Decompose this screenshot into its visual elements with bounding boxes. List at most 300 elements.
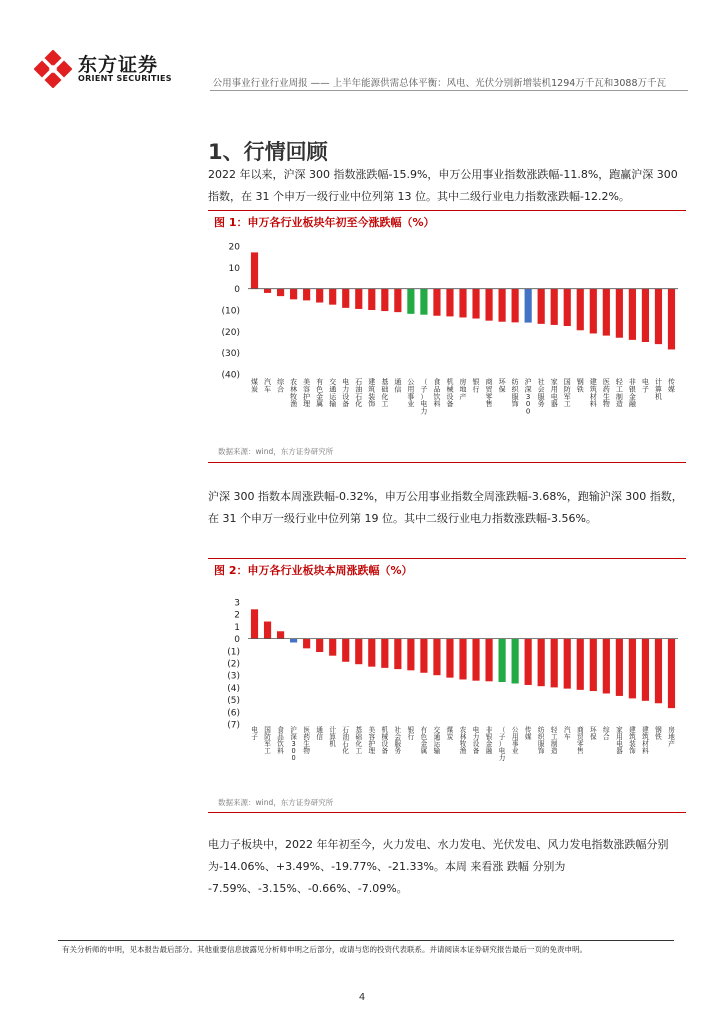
x-tick-char: 0 [525, 400, 531, 409]
x-tick-label [420, 378, 427, 416]
x-tick-char: 合 [277, 385, 285, 394]
x-tick-char: 商 [576, 726, 584, 734]
x-tick-char: 传 [667, 378, 675, 386]
bar [264, 289, 271, 293]
x-tick-char: 事 [511, 740, 519, 748]
x-tick-char: 石 [342, 726, 350, 734]
bar [642, 639, 649, 701]
x-tick-label [473, 725, 480, 755]
x-tick-char: 务 [537, 400, 545, 409]
bar [316, 289, 323, 303]
x-tick-char: 石 [355, 392, 363, 401]
bar [629, 289, 636, 340]
x-tick-label [590, 377, 597, 408]
y-tick-label: 20 [228, 242, 240, 253]
bar [603, 639, 610, 694]
x-tick-char: 地 [668, 733, 675, 741]
x-tick-char: 织 [537, 733, 545, 741]
x-tick-char: 非 [485, 726, 493, 734]
bar [342, 639, 349, 662]
bar [551, 639, 558, 688]
x-tick-char: 料 [642, 747, 649, 755]
x-tick-label [577, 377, 584, 393]
bar [290, 639, 297, 643]
x-tick-char: （ [498, 726, 506, 734]
x-tick-char: 化 [355, 740, 363, 748]
x-tick-char: 林 [459, 733, 467, 741]
bar [290, 289, 297, 300]
x-tick-char: 金 [420, 740, 428, 748]
bar [525, 639, 532, 685]
bar [538, 639, 545, 687]
x-tick-char: 通 [394, 378, 402, 386]
brand-name-cn: 东方证券 [78, 54, 159, 76]
x-tick-label [264, 725, 271, 755]
x-tick-label [329, 377, 337, 408]
x-tick-char: 合 [603, 733, 610, 741]
x-tick-char: 料 [589, 400, 597, 409]
x-tick-char: 铁 [655, 733, 662, 741]
x-tick-char: 电 [498, 747, 506, 755]
x-tick-char: 设 [381, 740, 389, 748]
y-tick-label: (3) [227, 671, 240, 682]
x-tick-char: 售 [576, 747, 584, 755]
x-tick-char: 器 [616, 747, 623, 755]
x-tick-char: 行 [407, 733, 415, 741]
x-tick-char: 3 [525, 392, 531, 401]
x-tick-char: 车 [264, 385, 272, 394]
x-tick-char: 化 [342, 747, 350, 755]
x-tick-char: 行 [472, 385, 480, 394]
x-tick-label [382, 725, 389, 755]
x-tick-char: 械 [381, 733, 389, 741]
x-tick-char: 力 [342, 385, 350, 394]
x-tick-char: 础 [381, 385, 389, 394]
bar [394, 289, 401, 312]
x-tick-char: 炭 [446, 733, 454, 741]
bar [590, 289, 597, 334]
x-tick-label [460, 725, 467, 755]
x-tick-char: 国 [264, 726, 271, 734]
x-tick-char: 牧 [290, 392, 298, 401]
x-tick-char: 美 [368, 726, 376, 734]
figure2-top-rule [208, 558, 686, 559]
x-tick-label [525, 725, 532, 741]
bar [264, 622, 271, 639]
x-tick-char: 环 [590, 726, 597, 734]
x-tick-char: 服 [394, 740, 402, 748]
x-tick-char: 食 [433, 378, 441, 386]
x-tick-char: 轻 [615, 378, 623, 386]
x-tick-label [355, 725, 362, 755]
x-tick-char: 美 [303, 378, 311, 386]
x-tick-label [421, 725, 428, 755]
bar [251, 609, 258, 638]
x-tick-char: 筑 [642, 733, 649, 741]
x-tick-char: 0 [291, 754, 296, 762]
x-tick-char: 家 [616, 726, 623, 734]
bar [368, 639, 375, 667]
x-tick-label [342, 726, 349, 755]
x-tick-char: 用 [511, 733, 519, 741]
figure1-bottom-rule [208, 462, 686, 463]
x-tick-char: 机 [381, 726, 389, 734]
x-tick-label [368, 725, 375, 755]
x-tick-char: 金 [628, 392, 636, 401]
bar [329, 639, 336, 656]
x-tick-label [277, 725, 284, 755]
x-tick-char: 会 [537, 385, 545, 394]
x-tick-char: 煤 [446, 726, 454, 734]
x-tick-char: ） [498, 740, 506, 748]
x-tick-char: 料 [433, 400, 441, 409]
x-tick-char: 物 [303, 747, 310, 755]
x-tick-char: 设 [472, 740, 480, 748]
x-tick-char: 煤 [251, 378, 259, 386]
bar [355, 639, 362, 665]
x-tick-char: 融 [628, 400, 636, 409]
y-tick-label: 0 [234, 635, 240, 646]
section-title: 1、行情回顾 [208, 140, 328, 164]
x-tick-char: 制 [615, 392, 623, 401]
bar [616, 289, 623, 338]
bar [499, 289, 506, 322]
x-tick-char: 基 [381, 378, 389, 386]
x-tick-label [642, 377, 649, 393]
x-tick-char: 林 [290, 385, 298, 394]
x-tick-char: 生 [303, 740, 310, 748]
x-tick-char: 汽 [563, 726, 571, 734]
x-tick-label [342, 377, 349, 408]
x-tick-char: 贸 [485, 385, 493, 394]
x-tick-char: 物 [602, 400, 610, 409]
x-tick-char: 力 [498, 754, 506, 762]
x-tick-char: 交 [433, 726, 441, 734]
bar [472, 639, 479, 681]
x-tick-char: 生 [602, 392, 610, 401]
figure2-bottom-rule [208, 812, 686, 813]
bar [446, 289, 453, 317]
x-tick-char: 纺 [511, 378, 519, 386]
x-tick-label [499, 726, 506, 762]
x-tick-char: 通 [329, 385, 337, 394]
bar [420, 289, 427, 315]
x-tick-char: 军 [563, 392, 571, 401]
x-tick-char: 防 [563, 385, 571, 394]
footer-disclaimer: 有关分析师的申明，见本报告最后部分。其他重要信息披露见分析师申明之后部分，或请与您的投资代表联系。并请阅读本证券研究报告最后一页的免责申明。 [62, 945, 587, 954]
bar [642, 289, 649, 342]
bar [446, 639, 453, 678]
x-tick-char: 通 [316, 726, 323, 734]
x-tick-label [551, 725, 558, 755]
x-tick-char: 工 [264, 747, 271, 755]
y-tick-label: 10 [228, 263, 240, 274]
x-tick-label [642, 725, 649, 755]
x-tick-label [290, 725, 297, 762]
x-tick-char: 服 [537, 392, 545, 401]
bar [459, 289, 466, 318]
x-tick-char: 房 [459, 378, 467, 386]
x-tick-char: 计 [654, 378, 662, 386]
x-tick-char: 机 [654, 392, 662, 401]
y-tick-label: (2) [227, 659, 240, 670]
x-tick-label [394, 377, 401, 393]
x-tick-char: 电 [472, 726, 480, 734]
brand-name-en: ORIENT SECURITIES [78, 74, 172, 83]
x-tick-label [329, 725, 336, 748]
x-tick-char: 公 [511, 726, 519, 734]
x-tick-char: 服 [511, 392, 519, 401]
x-tick-label [446, 377, 453, 408]
x-tick-char: 用 [407, 385, 415, 394]
x-tick-char: 造 [550, 747, 558, 755]
x-tick-char: ） [420, 392, 428, 401]
x-tick-char: 医 [602, 378, 610, 386]
x-tick-char: 交 [329, 378, 337, 386]
x-tick-char: 运 [433, 740, 441, 748]
x-tick-char: 服 [537, 740, 545, 748]
figure2-title: 图 2：申万各行业板块本周涨跌幅（%） [214, 564, 413, 577]
x-tick-char: 纺 [537, 726, 545, 734]
x-tick-label [290, 377, 297, 408]
x-tick-char: 备 [342, 400, 350, 409]
bar [407, 289, 414, 314]
page-number: 4 [358, 992, 366, 1003]
x-tick-label [486, 377, 494, 408]
x-tick-char: 品 [433, 385, 441, 394]
report-title: 公用事业行业行业周报 —— 上半年能源供需总体平衡：风电、光伏分别新增装机1294万千瓦和3088万千瓦 [212, 78, 666, 89]
x-tick-char: 3 [291, 740, 296, 748]
x-tick-char: 筑 [589, 385, 597, 394]
x-tick-char: 铁 [576, 385, 584, 394]
x-tick-char: 运 [329, 392, 337, 401]
x-tick-label [368, 377, 375, 408]
x-tick-char: 子 [251, 733, 258, 741]
x-tick-char: 理 [303, 400, 311, 409]
orient-securities-logo [34, 50, 72, 88]
x-tick-char: 事 [407, 392, 415, 401]
x-tick-char: 护 [368, 740, 376, 748]
x-tick-label [603, 378, 610, 408]
x-tick-char: 机 [329, 740, 336, 748]
x-tick-char: 保 [498, 385, 506, 394]
bar [251, 252, 258, 288]
x-tick-char: 社 [537, 378, 545, 386]
x-tick-char: 金 [485, 740, 493, 748]
bar [577, 639, 584, 690]
x-tick-char: 容 [368, 733, 376, 741]
x-tick-char: 轻 [550, 726, 558, 734]
x-tick-label [525, 377, 532, 416]
y-tick-label: (4) [227, 683, 240, 694]
x-tick-char: 银 [485, 733, 493, 741]
bar [655, 289, 662, 344]
x-tick-label [303, 726, 310, 755]
x-tick-char: 沪 [524, 378, 532, 386]
x-tick-label [407, 378, 414, 408]
x-tick-char: 输 [433, 747, 441, 755]
x-tick-char: 沪 [290, 726, 297, 734]
x-tick-char: 有 [316, 378, 324, 386]
x-tick-char: （ [420, 378, 428, 386]
x-tick-char: 属 [420, 747, 428, 755]
bar [485, 639, 492, 682]
x-tick-char: 0 [525, 407, 531, 416]
x-tick-char: 务 [394, 747, 402, 755]
x-tick-label [395, 725, 402, 755]
bar [381, 639, 388, 668]
x-tick-char: 装 [629, 740, 636, 748]
x-tick-label [251, 725, 258, 741]
y-tick-label: (5) [227, 696, 240, 707]
x-tick-char: 汽 [264, 378, 272, 386]
x-tick-char: 信 [394, 385, 402, 394]
x-tick-label [447, 725, 454, 741]
x-tick-char: 家 [550, 378, 558, 386]
x-tick-label [316, 725, 323, 741]
x-tick-label [486, 725, 493, 755]
x-tick-char: 零 [576, 740, 584, 748]
x-tick-char: 深 [290, 733, 297, 741]
x-tick-char: 渔 [290, 400, 298, 409]
x-tick-char: 信 [316, 733, 323, 741]
x-tick-char: 综 [603, 726, 610, 734]
x-tick-char: 工 [563, 400, 571, 409]
x-tick-char: 材 [589, 392, 597, 401]
bar [407, 639, 414, 671]
x-tick-char: 料 [277, 747, 284, 755]
x-tick-label [512, 726, 519, 755]
y-tick-label: (30) [221, 349, 240, 360]
x-tick-char: 有 [420, 726, 428, 734]
x-tick-char: 饮 [433, 392, 441, 401]
x-tick-char: 材 [642, 740, 649, 748]
x-tick-label [434, 725, 441, 755]
x-tick-char: 牧 [459, 740, 467, 748]
x-tick-char: 用 [616, 733, 623, 741]
bar [655, 639, 662, 704]
x-tick-label [564, 725, 571, 741]
x-tick-char: 建 [642, 726, 649, 734]
x-tick-char: 油 [342, 733, 350, 741]
bar [564, 289, 571, 326]
y-tick-label: (1) [227, 647, 240, 658]
y-tick-label: 1 [234, 622, 240, 633]
x-tick-char: 军 [264, 740, 271, 748]
x-tick-char: 器 [550, 400, 558, 409]
x-tick-char: 农 [290, 378, 298, 386]
x-tick-char: 电 [616, 740, 623, 748]
x-tick-char: 传 [524, 726, 532, 734]
paragraph-ytd: 2022 年以来，沪深 300 指数涨跌幅-15.9%，申万公用事业指数涨跌幅-11.8%，跑赢沪深 300 指数，在 31 个申万一级行业中位列第 13 位。其中二级行业电力指数涨跌幅-12.2%。 [208, 168, 678, 203]
x-tick-char: 工 [355, 747, 363, 755]
y-tick-label: (7) [227, 720, 240, 731]
x-tick-label [590, 726, 597, 741]
x-tick-char: 融 [485, 747, 493, 755]
x-tick-char: 化 [381, 392, 389, 401]
x-tick-char: 电 [342, 378, 350, 386]
x-tick-char: 车 [563, 733, 571, 741]
bar [277, 289, 284, 296]
x-tick-char: 钢 [655, 726, 662, 734]
x-tick-char: 电 [251, 726, 258, 734]
x-tick-char: 石 [342, 740, 350, 748]
x-tick-char: 饰 [537, 747, 545, 755]
bar [616, 639, 623, 696]
x-tick-label [499, 378, 507, 393]
x-tick-char: 药 [303, 733, 310, 741]
figure2-source: 数据来源：wind，东方证券研究所 [218, 798, 334, 807]
x-tick-char: 色 [316, 385, 324, 394]
bar [303, 639, 310, 649]
x-tick-char: 机 [446, 378, 454, 386]
x-tick-label [355, 378, 362, 408]
x-tick-char: 工 [615, 385, 623, 394]
paragraph-power-subsectors: 电力子板块中，2022 年年初至今，火力发电、水力发电、光伏发电、风力发电指数涨跌幅分别为-14.06%、+3.49%、-19.77%、-21.33%。本周 来看涨 跌幅 分别为 -7.59%、-3.15%、-0.66%、-7.09%。 [208, 838, 669, 895]
figure2-bar-chart [208, 592, 686, 792]
paragraph-week: 沪深 300 指数本周涨跌幅-0.32%，申万公用事业指数全周涨跌幅-3.68%，跑输沪深 300 指数，在 31 个申万一级行业中位列第 19 位。其中二级行业电力指数涨跌幅-3.56%。 [208, 490, 683, 525]
x-tick-label [381, 377, 388, 408]
x-tick-char: 业 [511, 747, 519, 755]
y-tick-label: (20) [221, 327, 240, 338]
bar [368, 289, 375, 310]
x-tick-char: 设 [342, 392, 350, 401]
x-tick-label [655, 377, 662, 401]
bar [472, 289, 479, 319]
x-tick-char: 建 [368, 378, 376, 386]
x-tick-char: 贸 [576, 733, 584, 741]
x-tick-char: 基 [355, 726, 363, 734]
x-tick-char: 银 [628, 385, 636, 394]
x-tick-char: 油 [355, 385, 363, 394]
bar [316, 639, 323, 652]
x-tick-char: 护 [303, 392, 311, 401]
x-tick-char: 饰 [511, 400, 519, 409]
bar [538, 289, 545, 324]
figure1-source: 数据来源：wind，东方证券研究所 [218, 447, 334, 456]
x-tick-char: 理 [368, 747, 376, 755]
bar [329, 289, 336, 305]
x-tick-char: 银 [407, 726, 415, 734]
figure1-title: 图 1：申万各行业板块年初至今涨跌幅（%） [214, 216, 435, 229]
bar [577, 289, 584, 331]
bar [355, 289, 362, 309]
x-tick-char: 建 [629, 726, 636, 734]
x-tick-char: 深 [524, 385, 532, 394]
x-tick-char: 社 [394, 726, 402, 734]
bar [590, 639, 597, 691]
x-tick-char: 地 [459, 385, 467, 394]
x-tick-label [668, 725, 675, 748]
x-tick-label [538, 725, 545, 755]
bar [564, 639, 571, 689]
x-tick-char: 用 [550, 385, 558, 394]
x-tick-label [629, 377, 637, 408]
x-tick-char: 饰 [368, 400, 376, 409]
x-tick-label [277, 377, 285, 393]
bar [551, 289, 558, 325]
header-divider [210, 90, 688, 91]
x-tick-char: 品 [277, 733, 284, 741]
x-tick-char: 础 [355, 733, 363, 741]
x-tick-char: 力 [420, 407, 428, 416]
x-tick-label [316, 377, 323, 408]
y-tick-label: 3 [234, 598, 240, 609]
x-tick-char: 色 [420, 733, 428, 741]
x-tick-char: 饮 [277, 740, 284, 748]
bar [394, 639, 401, 670]
x-tick-char: 防 [264, 733, 271, 741]
